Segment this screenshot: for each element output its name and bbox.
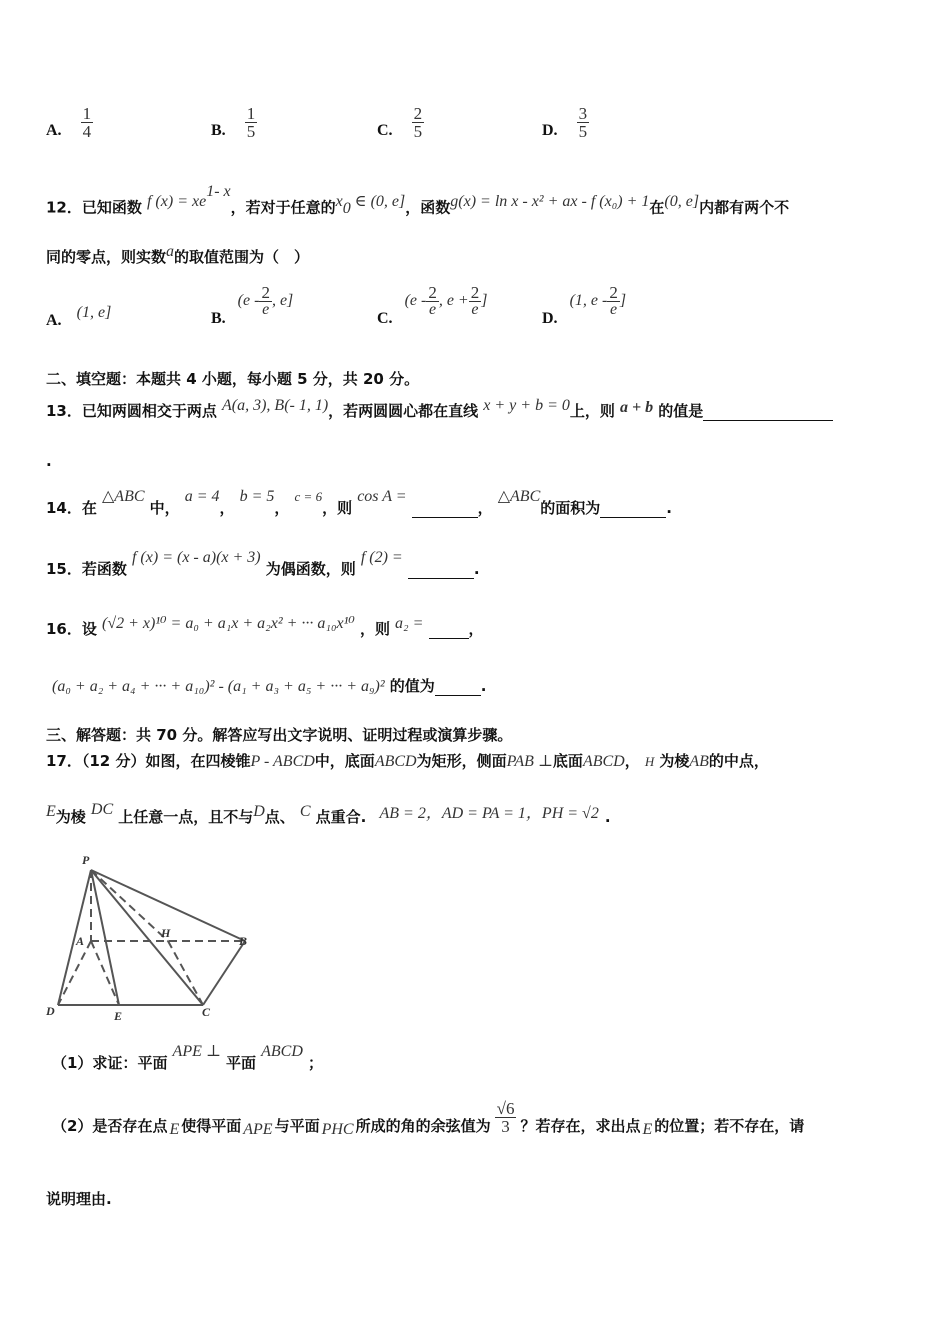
numerator: 3: [578, 104, 588, 123]
f-of-2: f (2) =: [360, 549, 403, 566]
q17-line2: [46, 801, 611, 827]
answer-blank[interactable]: [703, 404, 833, 421]
face-pab: PAB ⊥: [506, 753, 553, 770]
part-text: ；: [308, 1054, 324, 1072]
expression: (a₀ + a₂ + a₄ + ··· + a₁₀)² - (a₁ + a₃ + a₅ + ··· + a₉)²: [52, 678, 385, 695]
q14-text: ，: [274, 499, 290, 517]
part-text: ？若存在，求出点: [520, 1117, 641, 1135]
section-heading-solutions: 三、解答题：共 70 分。解答应写出文字说明、证明过程或演算步骤。: [46, 726, 513, 744]
q14-text: .: [666, 499, 672, 517]
side-b: b = 5: [239, 488, 275, 505]
part-text: （2）是否存在点: [52, 1117, 168, 1135]
part-text: 与平面: [274, 1117, 320, 1135]
option-text: (e -: [237, 292, 260, 309]
side-a: a = 4: [184, 488, 220, 505]
q17-text: 如图，在四棱锥: [145, 752, 251, 770]
pyramid-figure: [40, 850, 260, 1030]
q13: [46, 397, 833, 421]
q13-text: 的值是: [658, 402, 704, 420]
q11-option-c: [377, 104, 424, 140]
label-d: D: [46, 1004, 55, 1018]
x0: x: [335, 193, 343, 211]
edge-cb: [203, 941, 245, 1005]
option-text: ]: [481, 292, 488, 309]
option-text: (1, e]: [76, 304, 112, 321]
q16-text: 设: [81, 620, 97, 638]
q17-text: ，: [624, 752, 640, 770]
numerator: 2: [261, 283, 270, 302]
q16-text: .: [480, 677, 487, 695]
q13-text: 已知两圆相交于两点: [81, 402, 217, 420]
q14-text: ，则: [322, 499, 353, 517]
question-number: 13．: [46, 402, 82, 420]
part-text: 所成的角的余弦值为: [355, 1117, 491, 1135]
fraction: [412, 105, 425, 140]
q14: [46, 488, 672, 518]
q14-text: ，: [477, 499, 493, 517]
plane-ape: APE ⊥: [172, 1043, 221, 1060]
q12-option-a: [46, 302, 112, 329]
score: （12 分）: [81, 752, 146, 770]
edge-ab: AB: [689, 753, 709, 770]
q11-option-a: [46, 104, 93, 140]
q12-text: 在: [649, 198, 665, 217]
q12-line2: [46, 243, 310, 267]
q17-part2: [52, 1099, 805, 1138]
fraction: [81, 105, 94, 140]
q14-text: 中，: [149, 499, 180, 517]
point-c: C: [299, 803, 311, 820]
q17-text: 为棱: [55, 808, 86, 826]
point-d: D: [253, 803, 265, 820]
denominator: 3: [501, 1117, 510, 1136]
plane-phc: PHC: [321, 1120, 354, 1138]
g-definition: g(x) = ln x - x² + ax - f (x₀) + 1: [450, 193, 650, 211]
f-definition: f (x) = xe: [146, 193, 207, 211]
label-a: A: [76, 934, 85, 948]
option-text: , e]: [271, 292, 294, 309]
q17-text: 的中点，: [708, 752, 769, 770]
fraction: [245, 105, 258, 140]
interval: (0, e]: [664, 193, 700, 211]
edge-pe: [91, 870, 119, 1005]
q17-part1: [52, 1043, 324, 1073]
q12-text: 已知函数: [81, 198, 142, 217]
part-text: （1）求证：平面: [52, 1054, 168, 1072]
denominator: e: [471, 301, 479, 318]
q16-text: ，则: [359, 620, 390, 638]
edge-ae: [91, 941, 119, 1005]
q17-text: 为矩形，侧面: [416, 752, 507, 770]
denominator: 5: [246, 122, 256, 141]
edge-dc: DC: [90, 801, 114, 818]
edge-pd: [58, 870, 91, 1005]
q12-text: ，函数: [405, 198, 451, 217]
q17-text: 点、: [264, 808, 295, 826]
q12-text: 内都有两个不: [699, 198, 790, 217]
label-c: C: [202, 1005, 211, 1019]
question-number: 16．: [46, 620, 82, 638]
f-exponent: 1- x: [206, 183, 231, 200]
label-e: E: [114, 1009, 123, 1023]
q12-text: ，若对于任意的: [230, 198, 336, 217]
q15-text: 若函数: [81, 560, 127, 578]
question-number: 15．: [46, 560, 82, 578]
option-label: B.: [211, 310, 226, 327]
option-label: C.: [377, 310, 393, 327]
option-text: (1, e -: [569, 292, 608, 309]
side-c: c = 6: [294, 489, 323, 504]
numerator: 2: [470, 283, 480, 302]
point-h: H: [644, 754, 655, 769]
variable-a: a: [166, 243, 175, 260]
q15-text: .: [473, 560, 480, 578]
triangle: △ABC: [101, 488, 145, 505]
q12-text: 同的零点，则实数: [46, 248, 167, 266]
numerator: 1: [246, 104, 256, 123]
cos-a: cos A =: [357, 488, 407, 505]
q16-text: ，: [468, 620, 484, 638]
q12-option-c: [377, 283, 488, 327]
base: ABCD: [582, 753, 625, 770]
denominator: e: [262, 301, 270, 318]
q13-period: .: [46, 452, 52, 470]
conditions: AB = 2，AD = PA = 1，PH = √2: [379, 805, 599, 822]
answer-blank[interactable]: [435, 679, 481, 696]
expansion: (√2 + x)¹⁰ = a₀ + a₁x + a₂x² + ··· a₁₀x¹⁰: [101, 615, 355, 632]
part-text: 平面: [226, 1054, 257, 1072]
numerator: 1: [82, 104, 92, 123]
triangle: △ABC: [497, 488, 541, 505]
option-text: (e -: [404, 292, 427, 309]
plane-abcd: ABCD: [261, 1043, 303, 1060]
pyramid: P - ABCD: [250, 753, 315, 770]
q17-text: 点重合.: [315, 808, 367, 826]
q17-text: 上任意一点，且不与: [118, 808, 254, 826]
fraction: [259, 284, 272, 318]
fraction: [577, 105, 590, 140]
answer-blank[interactable]: [600, 501, 666, 518]
denominator: 5: [578, 122, 588, 141]
fraction: [426, 284, 439, 318]
q11-option-b: [211, 104, 257, 140]
fraction: [607, 284, 620, 318]
points: A(a, 3), B(- 1, 1): [221, 397, 329, 414]
line-equation: x + y + b = 0: [483, 397, 570, 414]
numerator: 2: [428, 283, 437, 302]
q11-option-d: [542, 104, 589, 140]
label-p: P: [82, 853, 90, 867]
q17-part2-line2: 说明理由.: [46, 1190, 112, 1208]
option-text: ]: [619, 292, 627, 309]
option-label: A.: [46, 122, 62, 139]
q15: [46, 549, 480, 579]
option-label: A.: [46, 312, 62, 329]
a2: a₂ =: [395, 615, 424, 632]
expression: a + b: [619, 399, 654, 416]
part-text: 使得平面: [181, 1117, 242, 1135]
answer-blank[interactable]: [429, 622, 469, 639]
option-label: D.: [542, 122, 558, 139]
q17-text: .: [604, 808, 611, 826]
q17-line1: [46, 750, 769, 771]
section-heading-fill-in: 二、填空题：本题共 4 小题，每小题 5 分，共 20 分。: [46, 370, 420, 388]
numerator: 2: [413, 104, 423, 123]
q16-text: 的值为: [389, 677, 435, 695]
fraction: [495, 1100, 517, 1135]
question-number: 14．: [46, 499, 82, 517]
point-e: E: [169, 1120, 180, 1138]
fraction: [469, 284, 482, 318]
numerator: 2: [609, 283, 618, 302]
part-text: 的位置；若不存在，请: [654, 1117, 805, 1135]
q17-text: 底面: [552, 752, 583, 770]
denominator: 4: [82, 122, 92, 141]
function: f (x) = (x - a)(x + 3): [131, 549, 261, 566]
answer-blank[interactable]: [412, 501, 478, 518]
edge-pc: [91, 870, 203, 1005]
denominator: 5: [413, 122, 423, 141]
q12-line1: [46, 183, 790, 222]
q15-text: 为偶函数，则: [265, 560, 356, 578]
label-b: B: [239, 934, 248, 948]
edge-ad: [58, 941, 91, 1005]
x0-range: ∈ (0, e]: [350, 193, 406, 211]
answer-blank[interactable]: [408, 562, 474, 579]
q17-text: 为棱: [659, 752, 690, 770]
denominator: e: [610, 301, 618, 318]
denominator: e: [429, 301, 437, 318]
numerator: √6: [496, 1099, 515, 1118]
q12-option-d: [542, 283, 627, 327]
point-e: E: [46, 803, 56, 820]
label-h: H: [161, 926, 171, 940]
q12-option-b: [211, 283, 294, 327]
q14-text: 在: [81, 499, 97, 517]
option-label: C.: [377, 122, 393, 139]
question-number: 17．: [46, 752, 82, 770]
base: ABCD: [374, 753, 417, 770]
q16-line1: [46, 615, 484, 639]
edge-hc: [168, 941, 203, 1005]
question-number: 12．: [46, 198, 82, 217]
q13-text: 上，则: [569, 402, 615, 420]
q17-text: 中，底面: [314, 752, 375, 770]
option-label: D.: [542, 310, 558, 327]
q16-line2: [52, 675, 486, 696]
q12-text: 的取值范围为（ ）: [174, 248, 310, 266]
plane-ape: APE: [243, 1120, 273, 1138]
q13-text: ，若两圆圆心都在直线: [328, 402, 479, 420]
point-e: E: [642, 1120, 653, 1138]
q14-text: 的面积为: [540, 499, 601, 517]
q14-text: ，: [219, 499, 235, 517]
option-text: , e +: [438, 292, 469, 309]
x0-subscript: 0: [342, 199, 351, 217]
option-label: B.: [211, 122, 226, 139]
